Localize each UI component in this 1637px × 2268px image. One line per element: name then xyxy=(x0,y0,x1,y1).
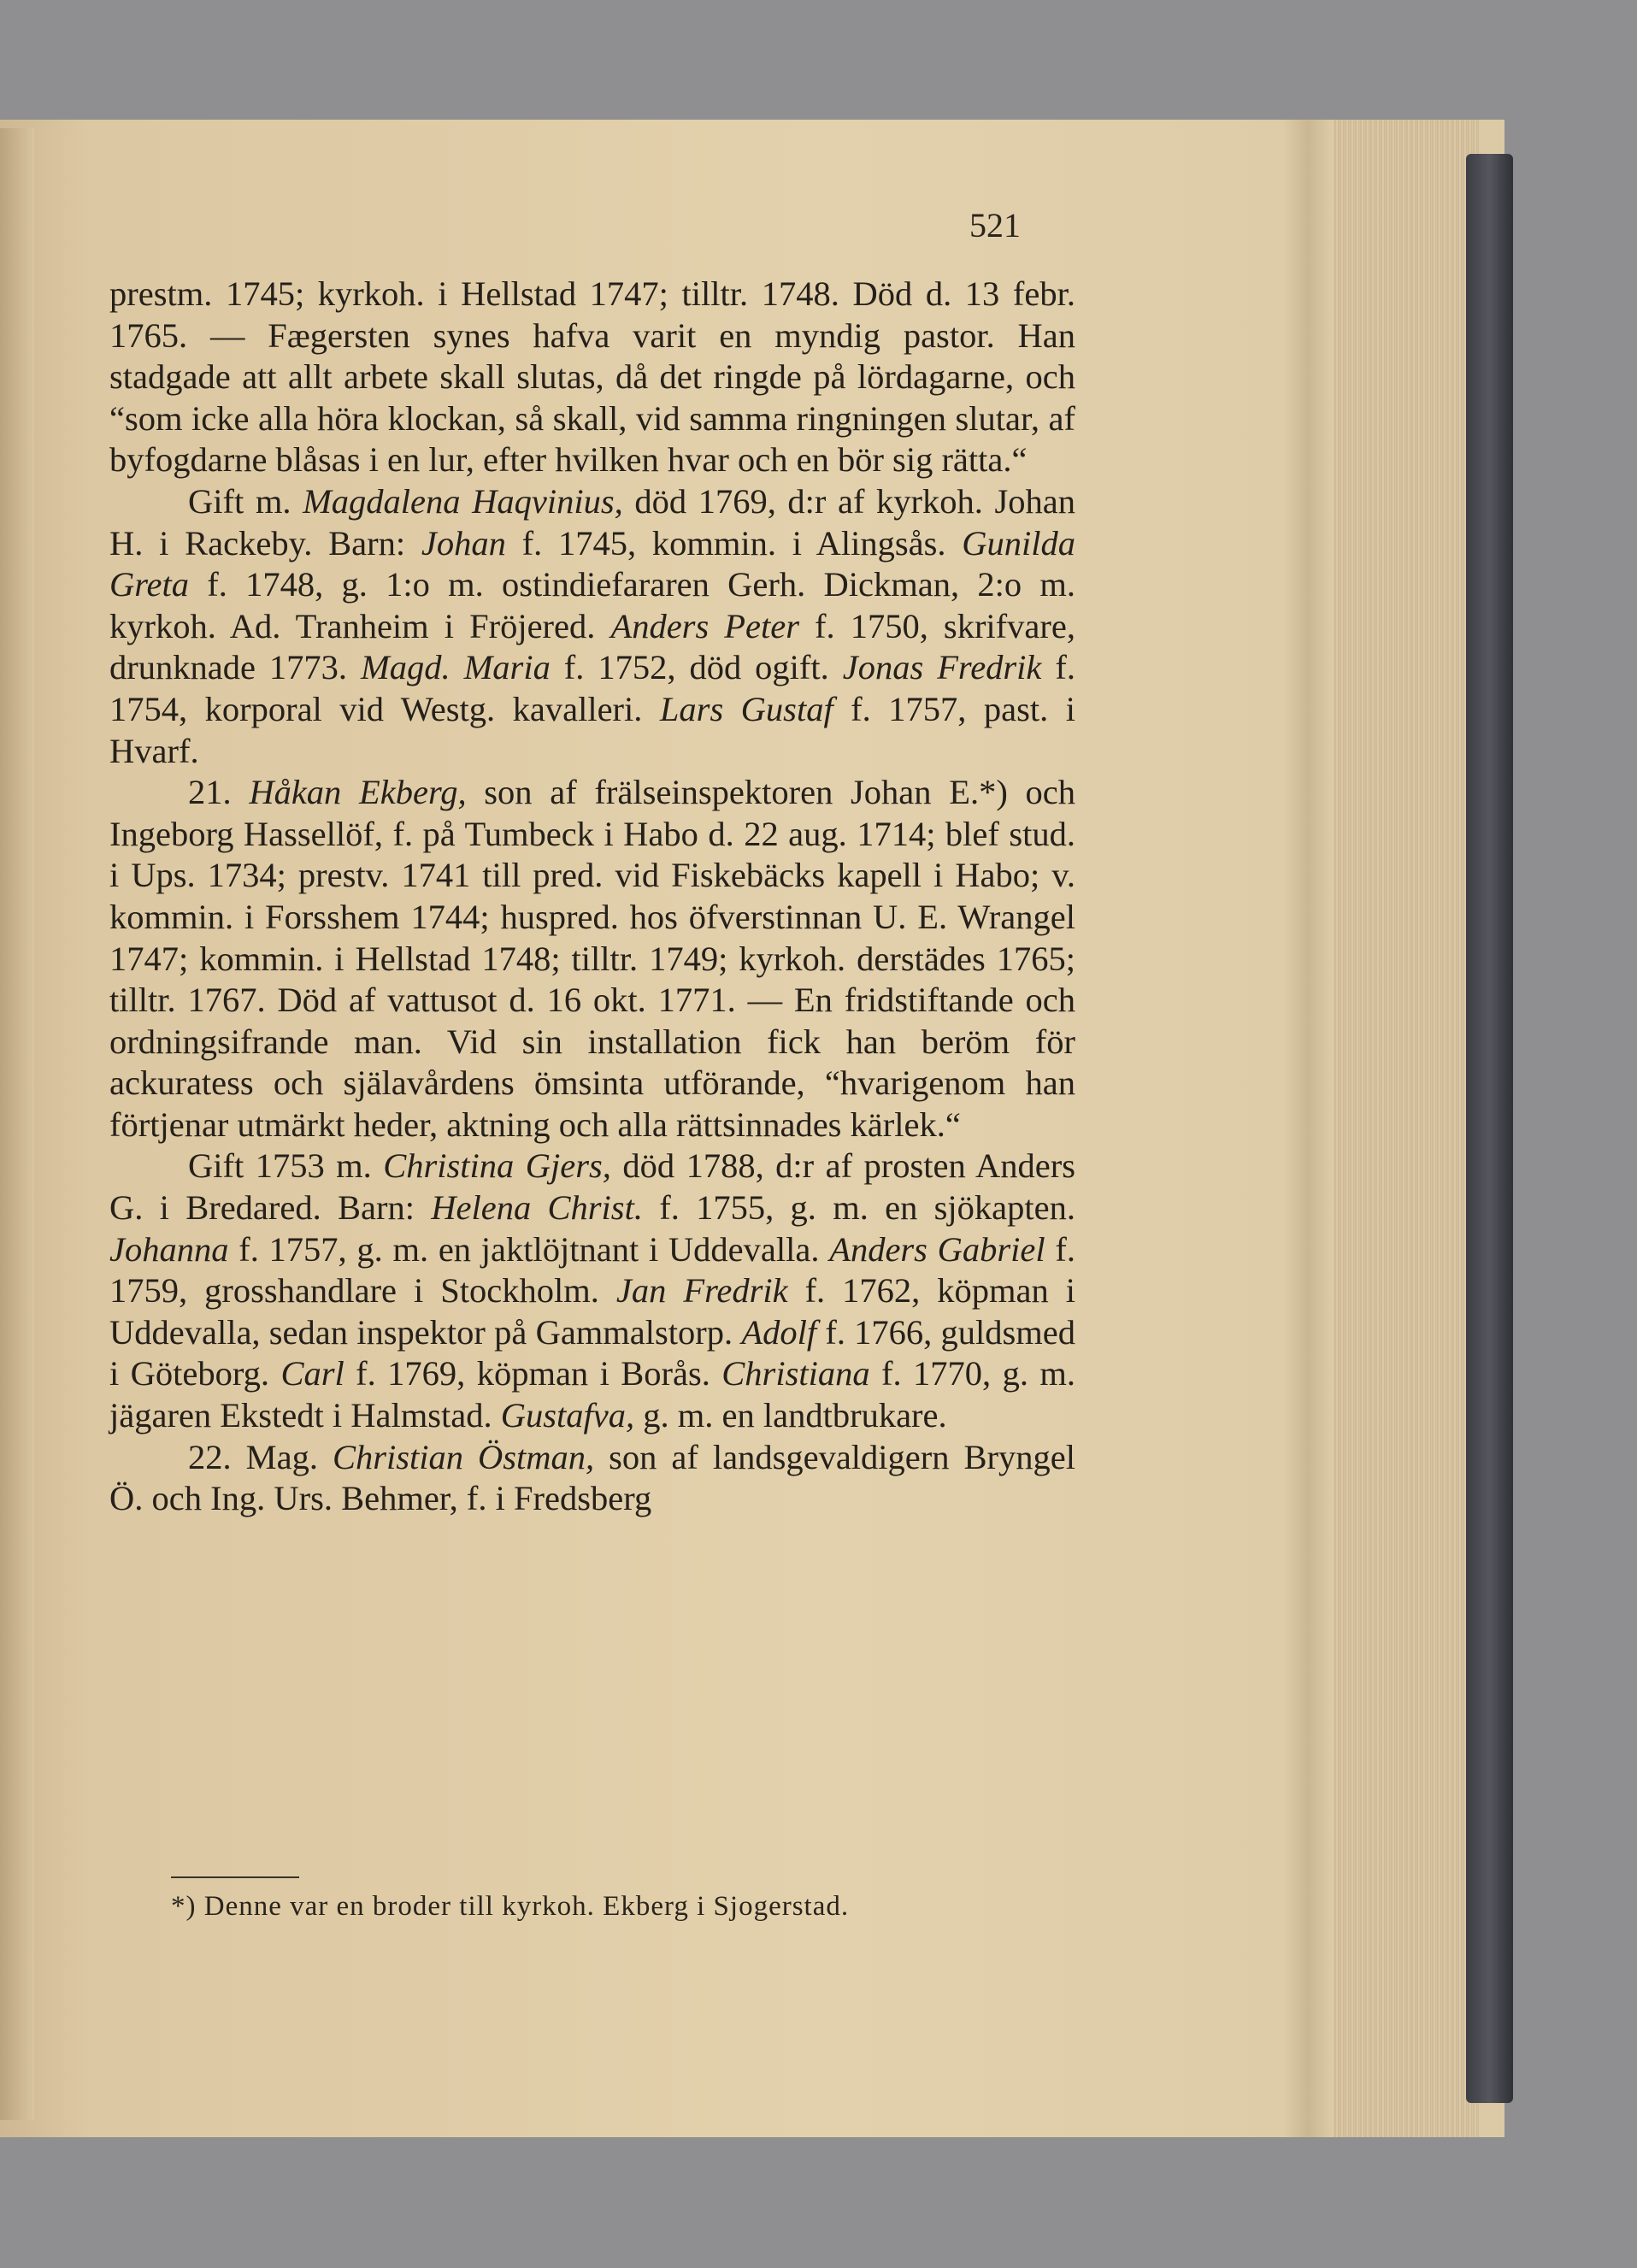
footnote-divider xyxy=(171,1876,299,1878)
text-run: f. 1750, skrifvare, drunknade 1773. xyxy=(109,606,1075,687)
text-run: f. 1748, g. 1:o m. ostindiefararen Gerh. Dickman, 2:o m. kyrkoh. Ad. Tranheim i Fröjered. xyxy=(109,565,1075,645)
page-number: 521 xyxy=(969,206,1021,244)
text-run: död 1769, d:r af kyrkoh. Johan H. i Rackeby. Barn: xyxy=(109,481,1075,563)
text-run: Gift m. xyxy=(188,481,303,521)
text-run: f. 1745, kommin. i Alingsås. xyxy=(505,523,963,563)
paragraph xyxy=(109,274,1075,481)
paragraph xyxy=(109,1437,1075,1520)
text-run: f. 1754, korporal vid Westg. kavalleri. xyxy=(109,648,1075,728)
person-name: Magd. Maria xyxy=(361,648,551,687)
text-run: f. 1755, g. m. en sjökapten. xyxy=(642,1188,1075,1228)
person-name: Helena Christ. xyxy=(431,1188,643,1228)
text-run: f. 1757, past. i Hvarf. xyxy=(109,689,1075,770)
person-name: Carl xyxy=(280,1354,344,1393)
person-name: Christiana xyxy=(721,1354,870,1393)
paragraph xyxy=(109,1146,1075,1436)
text-run: 21. xyxy=(188,773,250,812)
text-run: f. 1770, g. m. jägaren Ekstedt i Halmstad. xyxy=(109,1354,1075,1435)
person-name: Anders Peter xyxy=(610,606,799,645)
footnote: *) Denne var en broder till kyrkoh. Ekberg i Sjogerstad. xyxy=(171,1891,850,1922)
body-text xyxy=(109,274,1075,1520)
text-run: död 1788, d:r af prosten Anders G. i Bredared. Barn: xyxy=(109,1146,1075,1228)
text-run: son af frälseinspektoren Johan E.*) och Ingeborg Hassellöf, f. på Tumbeck i Habo d. 22 aug. 1714; blef stud. i Ups. 1734; prestv. 1741 till pred. vid Fiskebäcks kapell i Habo; v. kommin. i Forsshem 1744; huspred. hos öfverstinnan U. E. Wrangel 1747; kommin. i Hellstad 1748; tilltr. 1749; kyrkoh. derstädes 1765; tilltr. 1767. Död af vattusot d. 16 okt. 1771. — En fridstiftande och ordningsifrande man. Vid sin installation fick han beröm för ackuratess och själavårdens ömsinta utförande, “hvarigenom han förtjenar utmärkt heder, aktning och alla rättsinnades kärlek.“ xyxy=(109,773,1075,1144)
previous-page-edge xyxy=(0,128,34,2120)
page-stack-edges xyxy=(1334,120,1479,2137)
book-cover xyxy=(1466,154,1513,2103)
text-run: f. 1769, köpman i Borås. xyxy=(344,1354,722,1393)
text-run: 22. Mag. xyxy=(188,1437,333,1476)
person-name: Jonas Fredrik xyxy=(842,648,1042,687)
person-name: Christina Gjers, xyxy=(383,1146,611,1186)
person-name: Håkan Ekberg, xyxy=(249,773,467,812)
person-name: Magdalena Haqvinius, xyxy=(303,481,623,521)
text-run: prestm. 1745; kyrkoh. i Hellstad 1747; tilltr. 1748. Död d. 13 febr. 1765. — Fægersten synes hafva varit en myndig pastor. Han stadgade att allt arbete skall slutas, då det ringde på lördagarne, och “som icke alla höra klockan, så skall, vid samma ringningen slutar, af byfogdarne blåsas i en lur, efter hvilken hvar och en bör sig rätta.“ xyxy=(109,274,1075,480)
paragraph xyxy=(109,481,1075,772)
text-run: f. 1752, död ogift. xyxy=(550,648,843,687)
text-run: Gift 1753 m. xyxy=(188,1146,384,1186)
person-name: Lars Gustaf xyxy=(659,689,833,728)
text-run: f. 1762, köpman i Uddevalla, sedan inspektor på Gammalstorp. xyxy=(109,1271,1075,1352)
person-name: Johanna xyxy=(109,1229,229,1269)
person-name: Anders Gabriel xyxy=(829,1229,1045,1269)
text-run: f. 1766, guldsmed i Göteborg. xyxy=(109,1312,1075,1393)
person-name: Gustafva, xyxy=(500,1396,635,1435)
text-run: f. 1759, grosshandlare i Stockholm. xyxy=(109,1229,1075,1311)
paragraph xyxy=(109,772,1075,1146)
binding-gutter xyxy=(1282,120,1334,2137)
person-name: Christian Östman, xyxy=(332,1437,595,1476)
person-name: Jan Fredrik xyxy=(615,1271,788,1311)
person-name: Gunilda Greta xyxy=(109,523,1075,604)
text-run: g. m. en landtbrukare. xyxy=(634,1396,947,1435)
text-run: son af landsgevaldigern Bryngel Ö. och Ing. Urs. Behmer, f. i Fredsberg xyxy=(109,1437,1075,1518)
person-name: Johan xyxy=(421,523,506,563)
person-name: Adolf xyxy=(741,1312,817,1352)
text-run: f. 1757, g. m. en jaktlöjtnant i Uddevalla. xyxy=(228,1229,830,1269)
